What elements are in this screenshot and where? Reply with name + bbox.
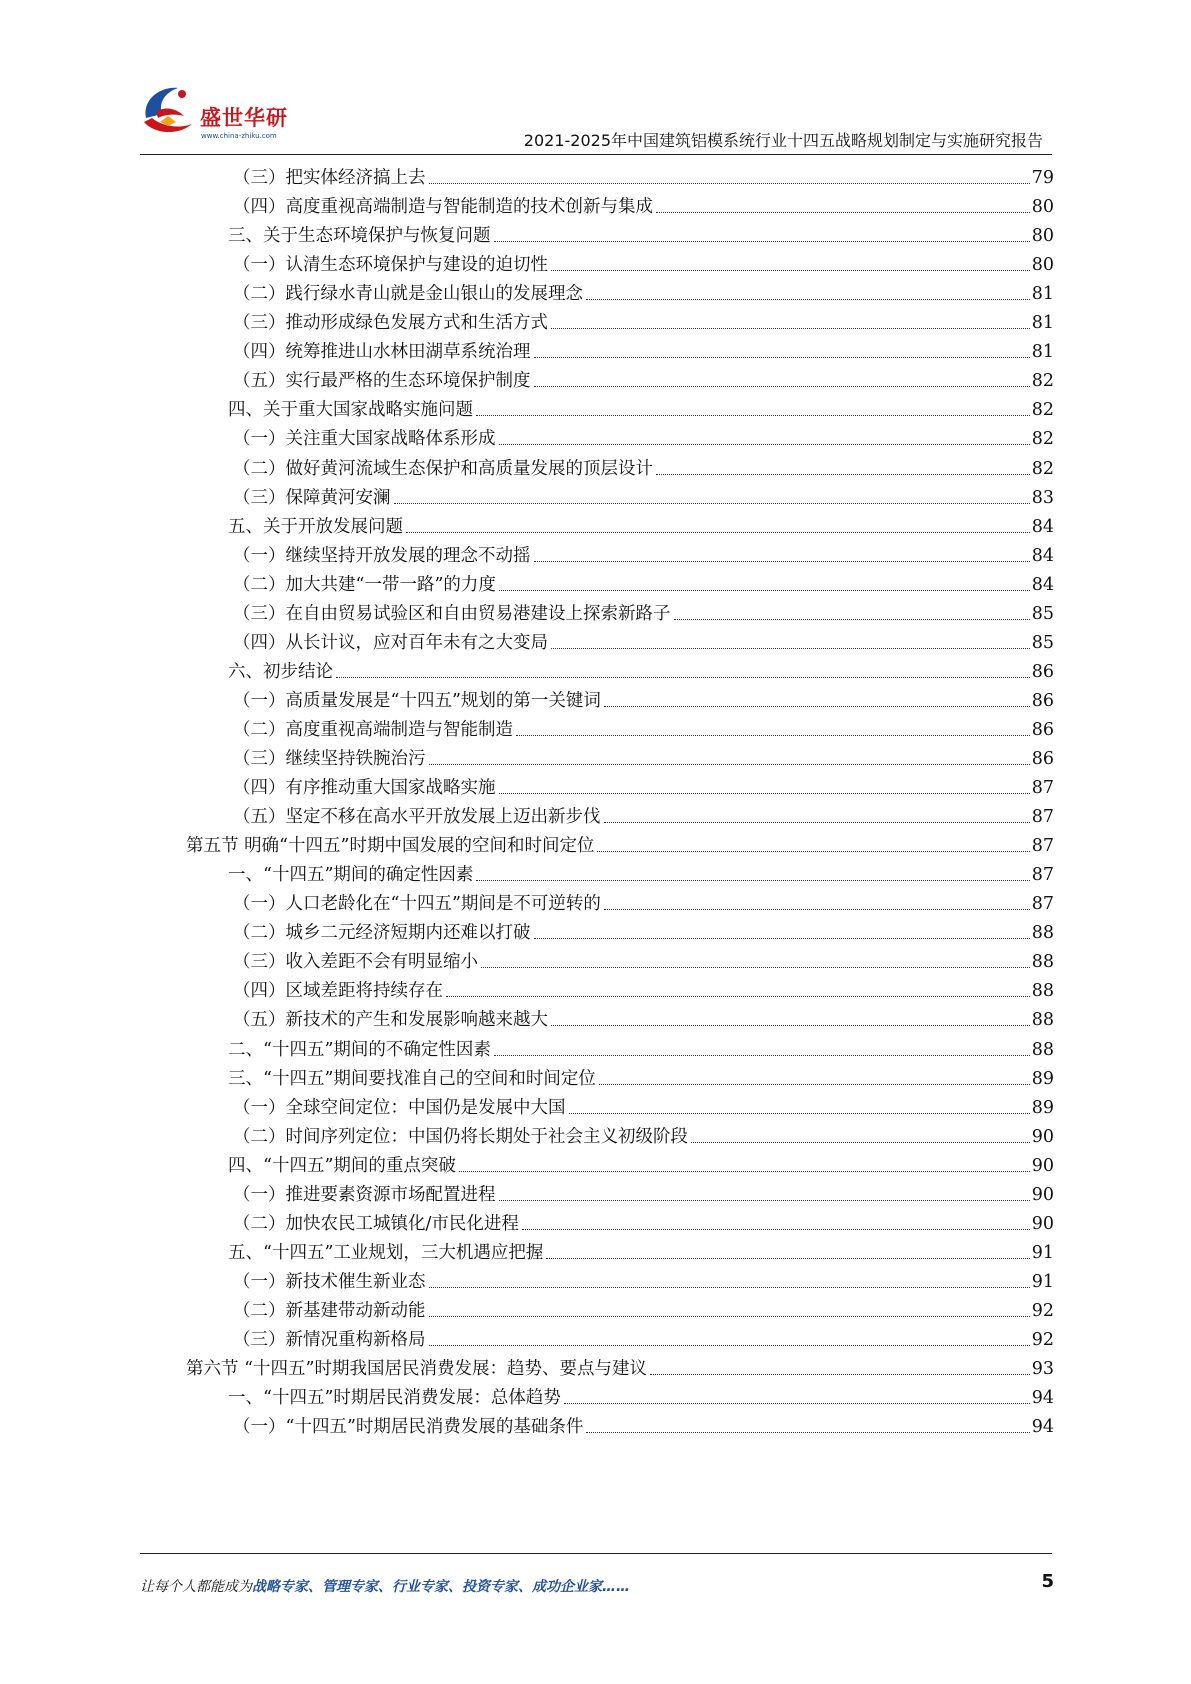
toc-entry-title: 四、“十四五”期间的重点突破 — [228, 1155, 456, 1176]
toc-entry-page: 94 — [1031, 1388, 1054, 1409]
toc-entry[interactable] — [233, 714, 1054, 742]
company-logo — [138, 78, 313, 148]
toc-entry[interactable] — [233, 249, 1054, 277]
toc-entry-page: 82 — [1031, 371, 1054, 392]
toc-entry[interactable] — [233, 685, 1054, 713]
toc-entry-title: （二）加快农民工城镇化/市民化进程 — [233, 1213, 519, 1234]
toc-entry-page: 89 — [1031, 1068, 1054, 1089]
toc-dot-leader — [394, 503, 1030, 504]
toc-dot-leader — [551, 1025, 1030, 1026]
toc-entry-page: 87 — [1031, 865, 1054, 886]
toc-entry-page: 91 — [1031, 1242, 1054, 1263]
toc-entry[interactable] — [233, 365, 1054, 393]
toc-dot-leader — [656, 212, 1030, 213]
toc-dot-leader — [516, 735, 1030, 736]
toc-entry-page: 83 — [1031, 487, 1054, 508]
toc-entry[interactable] — [233, 888, 1054, 916]
toc-entry-title: 第六节 “十四五”时期我国居民消费发展：趋势、要点与建议 — [186, 1359, 647, 1380]
toc-entry[interactable] — [233, 423, 1054, 451]
toc-entry-page: 86 — [1031, 749, 1054, 769]
toc-entry-page: 87 — [1031, 894, 1054, 915]
report-title: 2021-2025年中国建筑铝模系统行业十四五战略规划制定与实施研究报告 — [523, 131, 1043, 150]
toc-entry[interactable] — [233, 1411, 1054, 1439]
toc-entry-title: （一）推进要素资源市场配置进程 — [233, 1184, 496, 1205]
toc-entry-title: （三）新情况重构新格局 — [233, 1330, 426, 1350]
toc-entry-title: （一）认清生态环境保护与建设的迫切性 — [233, 255, 548, 276]
toc-entry[interactable] — [233, 1092, 1054, 1120]
footer-divider — [140, 1553, 1052, 1554]
toc-dot-leader — [429, 764, 1030, 765]
toc-entry-title: （二）时间序列定位：中国仍将长期处于社会主义初级阶段 — [233, 1126, 688, 1147]
toc-entry-page: 86 — [1031, 690, 1054, 711]
toc-entry-page: 91 — [1031, 1271, 1054, 1292]
toc-entry[interactable] — [186, 1353, 1054, 1381]
toc-entry-title: （三）推动形成绿色发展方式和生活方式 — [233, 313, 548, 334]
toc-dot-leader — [481, 967, 1030, 968]
footer-slogan — [140, 1576, 630, 1596]
logo-name: 盛世华研 — [200, 106, 288, 130]
toc-entry[interactable] — [228, 394, 1054, 422]
toc-dot-leader — [429, 183, 1030, 184]
toc-dot-leader — [476, 415, 1030, 416]
toc-entry[interactable] — [186, 830, 1054, 858]
toc-entry-title: （二）加大共建“一带一路”的力度 — [233, 574, 496, 595]
toc-dot-leader — [569, 1113, 1030, 1114]
toc-entry[interactable] — [233, 482, 1054, 510]
toc-entry-page: 80 — [1031, 226, 1054, 247]
toc-dot-leader — [499, 444, 1030, 445]
toc-entry[interactable] — [233, 1295, 1054, 1323]
toc-dot-leader — [586, 299, 1030, 300]
toc-entry-page: 92 — [1031, 1330, 1054, 1350]
toc-entry-page: 80 — [1031, 255, 1054, 276]
toc-entry-title: 五、关于开放发展问题 — [228, 516, 403, 537]
toc-dot-leader — [604, 909, 1030, 910]
toc-dot-leader — [534, 386, 1030, 387]
toc-entry[interactable] — [228, 1382, 1054, 1410]
toc-dot-leader — [522, 1229, 1030, 1230]
toc-entry-page: 81 — [1031, 284, 1054, 305]
toc-entry-page: 84 — [1031, 545, 1054, 566]
toc-entry-page: 82 — [1031, 429, 1054, 450]
toc-entry[interactable] — [228, 1034, 1054, 1062]
toc-entry[interactable] — [228, 1150, 1054, 1178]
toc-entry-page: 81 — [1031, 313, 1054, 334]
toc-dot-leader — [656, 474, 1030, 475]
toc-entry-title: （二）做好黄河流域生态保护和高质量发展的顶层设计 — [233, 458, 653, 479]
page-number: 5 — [1041, 1571, 1054, 1592]
toc-entry-title: 五、“十四五”工业规划，三大机遇应把握 — [228, 1242, 544, 1263]
toc-entry[interactable] — [233, 743, 1054, 771]
toc-dot-leader — [534, 938, 1030, 939]
toc-dot-leader — [499, 793, 1030, 794]
toc-entry-page: 92 — [1031, 1300, 1054, 1321]
toc-entry-page: 86 — [1031, 719, 1054, 740]
toc-entry-title: （三）继续坚持铁腕治污 — [233, 749, 426, 769]
toc-entry-title: （一）高质量发展是“十四五”规划的第一关键词 — [233, 690, 601, 711]
toc-entry-title: 三、关于生态环境保护与恢复问题 — [228, 226, 491, 247]
toc-entry-page: 90 — [1031, 1155, 1054, 1176]
toc-dot-leader — [599, 1084, 1030, 1085]
toc-entry-page: 80 — [1031, 197, 1054, 218]
toc-dot-leader — [551, 648, 1030, 649]
toc-entry-page: 87 — [1031, 836, 1054, 857]
toc-entry[interactable] — [233, 162, 1054, 190]
toc-entry[interactable] — [228, 511, 1054, 539]
toc-entry[interactable] — [233, 1004, 1054, 1032]
toc-entry-page: 88 — [1031, 1010, 1054, 1031]
toc-entry-page: 88 — [1031, 1039, 1054, 1060]
toc-entry-page: 87 — [1031, 807, 1054, 828]
toc-entry[interactable] — [233, 801, 1054, 829]
toc-entry[interactable] — [233, 946, 1054, 974]
toc-dot-leader — [499, 1200, 1030, 1201]
toc-entry-page: 87 — [1031, 778, 1054, 799]
toc-entry-title: （二）城乡二元经济短期内还难以打破 — [233, 923, 531, 944]
toc-entry[interactable] — [228, 220, 1054, 248]
toc-entry-title: （三）保障黄河安澜 — [233, 487, 391, 508]
logo-url: www.china-zhiku.com — [201, 132, 277, 140]
toc-entry[interactable] — [228, 859, 1054, 887]
toc-entry-page: 89 — [1031, 1097, 1054, 1118]
toc-entry-title: （四）区域差距将持续存在 — [233, 981, 443, 1002]
toc-entry[interactable] — [233, 1208, 1054, 1236]
toc-entry-title: （三）收入差距不会有明显缩小 — [233, 952, 478, 973]
toc-entry[interactable] — [233, 1121, 1054, 1149]
toc-dot-leader — [499, 590, 1030, 591]
toc-entry[interactable] — [233, 278, 1054, 306]
toc-dot-leader — [459, 1171, 1030, 1172]
toc-entry[interactable] — [233, 1324, 1054, 1352]
toc-entry[interactable] — [233, 917, 1054, 945]
toc-entry-page: 82 — [1031, 458, 1054, 479]
toc-dot-leader — [597, 851, 1029, 852]
toc-entry-page: 79 — [1031, 168, 1054, 188]
toc-entry-title: （四）高度重视高端制造与智能制造的技术创新与集成 — [233, 197, 653, 218]
toc-entry-page: 90 — [1031, 1184, 1054, 1205]
toc-dot-leader — [494, 241, 1030, 242]
toc-dot-leader — [674, 619, 1030, 620]
toc-entry[interactable] — [233, 336, 1054, 364]
toc-entry-page: 84 — [1031, 516, 1054, 537]
toc-entry-page: 88 — [1031, 952, 1054, 973]
toc-entry[interactable] — [233, 540, 1054, 568]
toc-entry[interactable] — [233, 772, 1054, 800]
toc-dot-leader — [429, 1345, 1030, 1346]
toc-entry-page: 88 — [1031, 923, 1054, 944]
toc-entry-page: 86 — [1031, 661, 1054, 682]
toc-entry-title: （四）有序推动重大国家战略实施 — [233, 778, 496, 799]
toc-dot-leader — [336, 677, 1030, 678]
page-header — [0, 0, 1191, 160]
toc-dot-leader — [604, 706, 1030, 707]
toc-entry[interactable] — [228, 1237, 1054, 1265]
toc-entry-title: （一）全球空间定位：中国仍是发展中大国 — [233, 1097, 566, 1118]
footer-slogan-highlight: 战略专家、管理专家、行业专家、投资专家、成功企业家…… — [252, 1579, 630, 1595]
toc-entry[interactable] — [233, 569, 1054, 597]
toc-entry-title: （一）关注重大国家战略体系形成 — [233, 429, 496, 450]
toc-entry-page: 81 — [1031, 342, 1054, 363]
toc-entry-title: （五）实行最严格的生态环境保护制度 — [233, 371, 531, 392]
toc-entry-page: 90 — [1031, 1126, 1054, 1147]
toc-entry-title: （一）继续坚持开放发展的理念不动摇 — [233, 545, 531, 566]
toc-dot-leader — [494, 1055, 1030, 1056]
toc-entry-page: 93 — [1031, 1359, 1054, 1380]
toc-entry-title: 一、“十四五”时期居民消费发展：总体趋势 — [228, 1388, 561, 1409]
toc-dot-leader — [534, 357, 1030, 358]
toc-entry-title: （三）把实体经济搞上去 — [233, 168, 426, 188]
toc-dot-leader — [586, 1432, 1029, 1433]
header-divider — [140, 154, 1052, 155]
toc-dot-leader — [476, 880, 1029, 881]
toc-entry-title: 三、“十四五”期间要找准自己的空间和时间定位 — [228, 1068, 596, 1089]
toc-entry-page: 94 — [1031, 1417, 1054, 1438]
toc-dot-leader — [650, 1374, 1030, 1375]
toc-entry[interactable] — [228, 1063, 1054, 1091]
toc-dot-leader — [551, 270, 1030, 271]
toc-entry-page: 82 — [1031, 400, 1054, 421]
toc-entry[interactable] — [233, 598, 1054, 626]
toc-entry-page: 90 — [1031, 1213, 1054, 1234]
toc-entry-title: 四、关于重大国家战略实施问题 — [228, 400, 473, 421]
toc-dot-leader — [429, 1316, 1030, 1317]
toc-entry-page: 85 — [1031, 632, 1054, 653]
toc-entry-title: 六、初步结论 — [228, 661, 333, 682]
toc-entry-page: 85 — [1031, 603, 1054, 624]
toc-dot-leader — [429, 1287, 1030, 1288]
toc-dot-leader — [691, 1142, 1030, 1143]
toc-entry[interactable] — [233, 453, 1054, 481]
toc-entry-page: 88 — [1031, 981, 1054, 1002]
toc-dot-leader — [564, 1403, 1030, 1404]
toc-dot-leader — [604, 822, 1030, 823]
toc-dot-leader — [534, 561, 1030, 562]
toc-entry-title: （三）在自由贸易试验区和自由贸易港建设上探索新路子 — [233, 603, 671, 624]
toc-entry[interactable] — [233, 1179, 1054, 1207]
toc-entry-title: （一）“十四五”时期居民消费发展的基础条件 — [233, 1417, 584, 1438]
toc-entry[interactable] — [233, 627, 1054, 655]
toc-entry-title: （二）践行绿水青山就是金山银山的发展理念 — [233, 284, 583, 305]
toc-entry[interactable] — [233, 191, 1054, 219]
logo-swirl-icon — [138, 78, 200, 140]
toc-entry[interactable] — [233, 1266, 1054, 1294]
toc-entry-title: （四）统筹推进山水林田湖草系统治理 — [233, 342, 531, 363]
toc-entry[interactable] — [233, 307, 1054, 335]
toc-dot-leader — [551, 328, 1030, 329]
toc-entry-title: 二、“十四五”期间的不确定性因素 — [228, 1039, 491, 1060]
toc-entry[interactable] — [233, 975, 1054, 1003]
toc-entry-title: （一）人口老龄化在“十四五”期间是不可逆转的 — [233, 894, 601, 915]
toc-entry-title: （四）从长计议，应对百年未有之大变局 — [233, 632, 548, 653]
toc-entry-title: （二）高度重视高端制造与智能制造 — [233, 719, 513, 740]
toc-entry-page: 84 — [1031, 574, 1054, 595]
toc-entry-title: （五）坚定不移在高水平开放发展上迈出新步伐 — [233, 807, 601, 828]
toc-dot-leader — [446, 996, 1030, 997]
toc-entry[interactable] — [228, 656, 1054, 684]
footer-slogan-prefix: 让每个人都能成为 — [140, 1579, 252, 1595]
toc-dot-leader — [546, 1258, 1029, 1259]
toc-entry-title: （二）新基建带动新动能 — [233, 1300, 426, 1321]
toc-entry-title: 第五节 明确“十四五”时期中国发展的空间和时间定位 — [186, 836, 595, 857]
toc-entry-title: （五）新技术的产生和发展影响越来越大 — [233, 1010, 548, 1031]
toc-entry-title: （一）新技术催生新业态 — [233, 1271, 426, 1292]
toc-dot-leader — [406, 532, 1030, 533]
toc-entry-title: 一、“十四五”期间的确定性因素 — [228, 865, 474, 886]
